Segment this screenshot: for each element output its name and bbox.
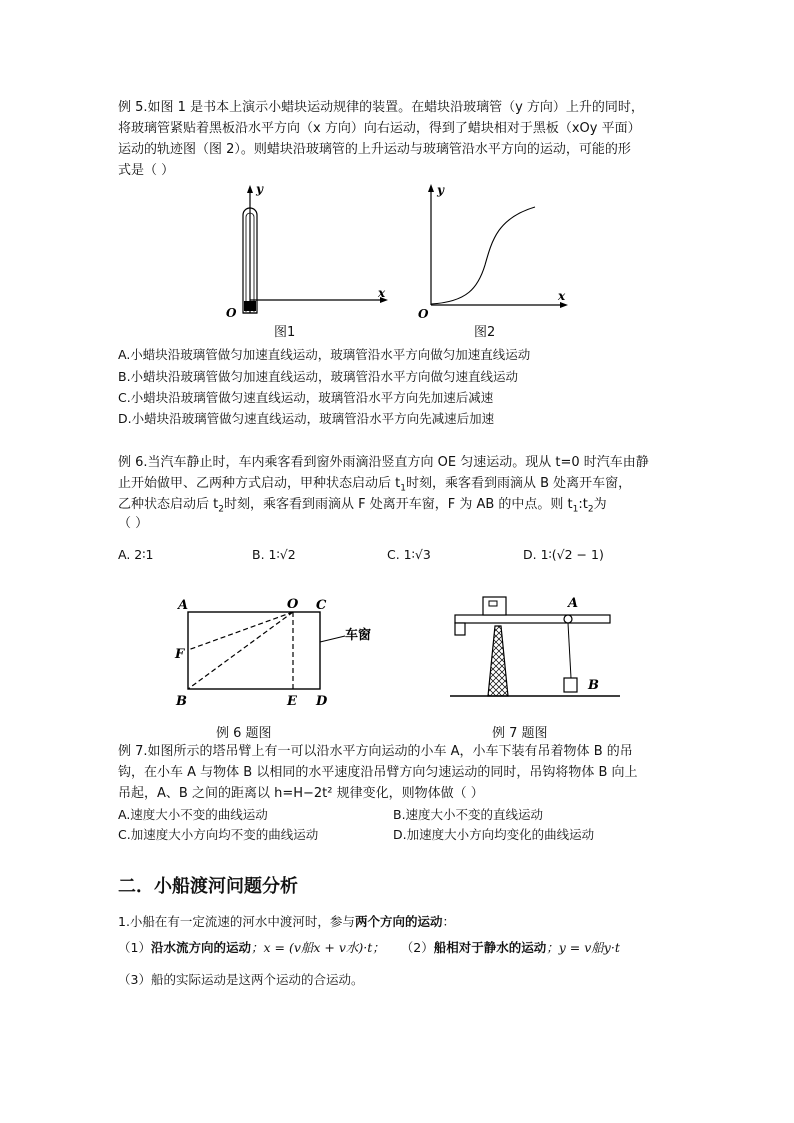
label-crane-a: A	[568, 596, 579, 611]
crane-arm	[455, 615, 610, 623]
ex6-option-d: D. 1∶(√2 − 1)	[523, 547, 604, 562]
label-o: O	[287, 597, 299, 612]
counterweight	[455, 623, 465, 635]
ex7-option-d: D.加速度大小方向均变化的曲线运动	[393, 827, 595, 842]
fig1-caption: 图1	[274, 325, 296, 340]
fig2-x-label: x	[558, 289, 566, 303]
ex6-option-a: A. 2∶1	[118, 547, 154, 562]
fig1-origin-label: O	[226, 306, 237, 320]
ex6-option-c: C. 1∶√3	[387, 547, 431, 562]
ex6-option-b: B. 1∶√2	[252, 547, 296, 562]
label-crane-b: B	[588, 678, 599, 693]
line-ob	[188, 612, 293, 689]
label-b: B	[176, 694, 187, 709]
hook-cable	[568, 623, 571, 678]
ex7-option-a: A.速度大小不变的曲线运动	[118, 807, 268, 822]
ex5-line-2: 将玻璃管紧贴着黑板沿水平方向（x 方向）向右运动，得到了蜡块相对于黑板（xOy 平面）	[118, 121, 641, 136]
label-e: E	[287, 694, 297, 709]
ex6-figure	[170, 592, 385, 712]
ex7-figure	[445, 585, 625, 710]
ex5-option-c: C.小蜡块沿玻璃管做匀速直线运动，玻璃管沿水平方向先加速后减速	[118, 390, 494, 405]
section-para-2: （1）沿水流方向的运动；x = (v船x + v水)·t； （2）船相对于静水的运动；y = v船y·t	[118, 940, 620, 955]
ex5-figure-1	[220, 185, 395, 320]
object-b	[564, 678, 577, 692]
ex6-caption: 例 6 题图	[216, 726, 272, 741]
ex7-option-b: B.速度大小不变的直线运动	[393, 807, 544, 822]
crane-tower	[488, 626, 508, 696]
ex5-option-d: D.小蜡块沿玻璃管做匀速直线运动，玻璃管沿水平方向先减速后加速	[118, 411, 495, 426]
fig1-y-arrow	[247, 185, 253, 193]
line-of	[188, 612, 293, 650]
window-pointer	[320, 636, 345, 642]
fig1-y-label: y	[256, 185, 263, 196]
ex6-line-2: 止开始做甲、乙两种方式启动，甲种状态启动后 $t_1$时刻，乘客看到雨滴从 B 处离开车窗，	[118, 476, 632, 494]
window-label: 车窗	[345, 628, 372, 643]
ex5-option-a: A.小蜡块沿玻璃管做匀加速直线运动，玻璃管沿水平方向做匀加速直线运动	[118, 347, 531, 362]
fig2-y-arrow	[428, 184, 434, 192]
ex5-line-4: 式是（ ）	[118, 163, 175, 178]
fig2-origin-label: O	[418, 307, 429, 320]
fig2-y-label: y	[437, 183, 444, 197]
ex7-line-1: 例 7.如图所示的塔吊臂上有一可以沿水平方向运动的小车 A，小车下装有吊着物体 B 的吊	[118, 744, 633, 759]
trajectory-curve	[431, 207, 535, 304]
fig1-x-label: x	[378, 286, 386, 300]
cab-window	[489, 601, 497, 606]
section-para-1: 1.小船在有一定流速的河水中渡河时，参与两个方向的运动：	[118, 914, 455, 929]
ex5-figure-2	[412, 180, 577, 320]
ex6-line-3: 乙种状态启动后 $t_2$时刻，乘客看到雨滴从 F 处离开车窗，F 为 AB 的中点。则 $t_1:t_2$为	[118, 497, 607, 515]
label-f: F	[175, 647, 185, 662]
trolley-a	[564, 615, 572, 623]
ex7-option-c: C.加速度大小方向均不变的曲线运动	[118, 827, 319, 842]
ex7-line-2: 钩，在小车 A 与物体 B 以相同的水平速度沿吊臂方向匀速运动的同时，吊钩将物体 B 向上	[118, 765, 638, 780]
ex7-caption: 例 7 题图	[492, 726, 548, 741]
fig2-caption: 图2	[474, 325, 496, 340]
section-heading: 二．小船渡河问题分析	[118, 876, 298, 897]
wax-block	[244, 301, 256, 311]
ex5-line-1: 例 5.如图 1 是书本上演示小蜡块运动规律的装置。在蜡块沿玻璃管（y 方向）上升的同时，	[118, 100, 644, 115]
label-a: A	[178, 598, 189, 613]
label-d: D	[316, 694, 328, 709]
label-c: C	[316, 598, 327, 613]
ex5-option-b: B.小蜡块沿玻璃管做匀加速直线运动，玻璃管沿水平方向做匀速直线运动	[118, 369, 519, 384]
ex6-line-1: 例 6.当汽车静止时，车内乘客看到窗外雨滴沿竖直方向 OE 匀速运动。现从 t=0 时汽车由静	[118, 455, 649, 470]
car-window-rect	[188, 612, 320, 689]
ex7-line-3: 吊起，A、B 之间的距离以 h=H−2t² 规律变化，则物体做（ ）	[118, 786, 484, 801]
ex6-line-4: （ ）	[118, 516, 149, 531]
section-para-3: （3）船的实际运动是这两个运动的合运动。	[118, 972, 364, 987]
ex5-line-3: 运动的轨迹图（图 2）。则蜡块沿玻璃管的上升运动与玻璃管沿水平方向的运动，可能的形	[118, 142, 631, 157]
